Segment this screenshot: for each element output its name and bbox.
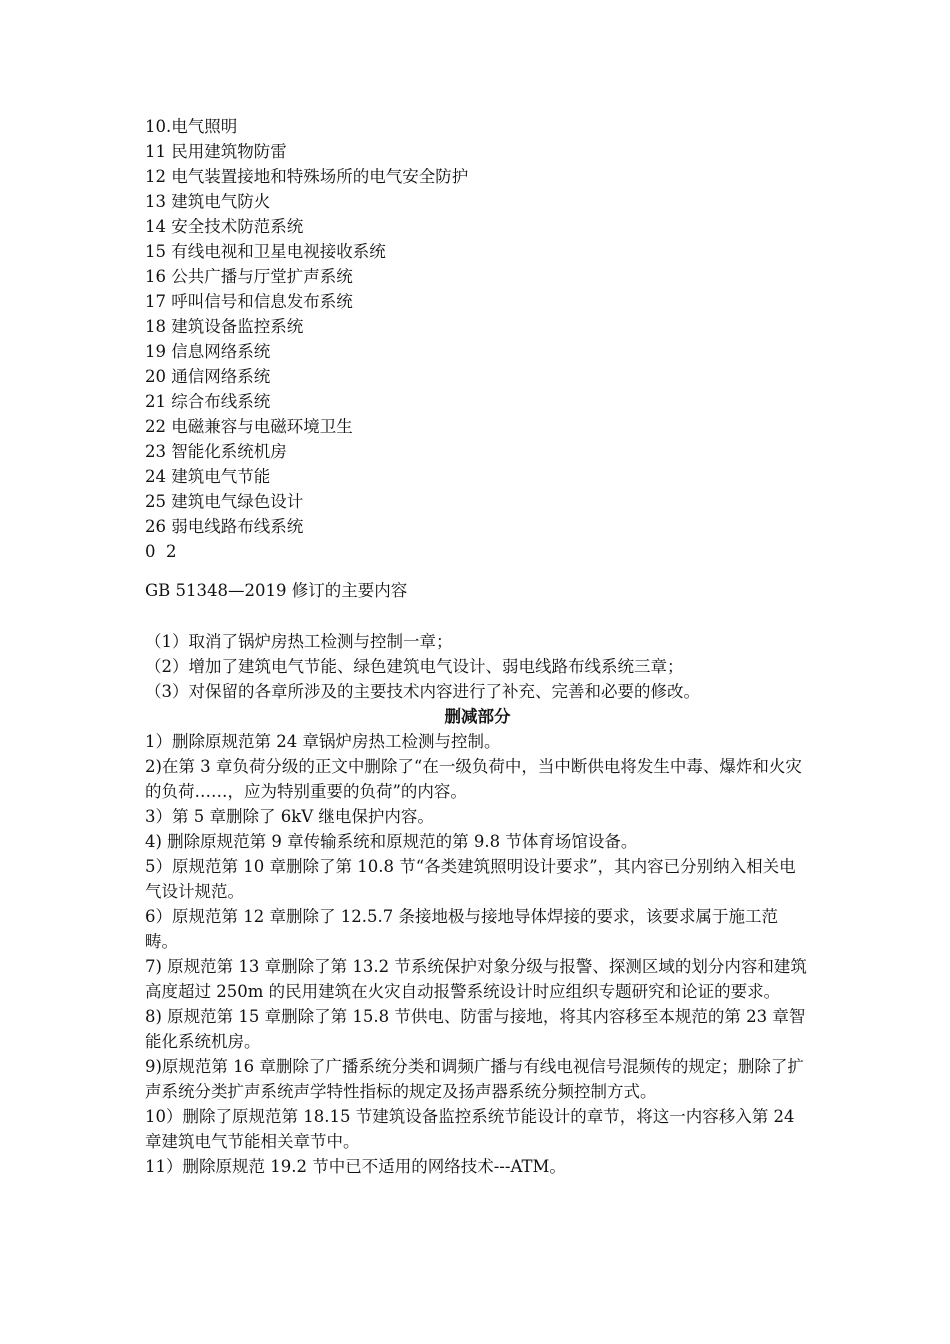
revision-item: （2）增加了建筑电气节能、绿色建筑电气设计、弱电线路布线系统三章；: [145, 657, 684, 676]
toc-item: 20 通信网络系统: [145, 367, 271, 386]
deletion-item: 6）原规范第 12 章删除了 12.5.7 条接地极与接地导体焊接的要求，该要求属于施工范畴。: [145, 907, 778, 951]
deletion-list: [145, 729, 810, 1179]
toc-item: 17 呼叫信号和信息发布系统: [145, 292, 353, 311]
toc-item: 19 信息网络系统: [145, 342, 271, 361]
toc-item: 22 电磁兼容与电磁环境卫生: [145, 417, 353, 436]
toc-item: 23 智能化系统机房: [145, 442, 287, 461]
revision-item: （1）取消了锅炉房热工检测与控制一章；: [145, 632, 453, 651]
revision-item: （3）对保留的各章所涉及的主要技术内容进行了补充、完善和必要的修改。: [145, 682, 700, 701]
toc-item: 25 建筑电气绿色设计: [145, 492, 304, 511]
deletion-item: 4) 删除原规范第 9 章传输系统和原规范的第 9.8 节体育场馆设备。: [145, 832, 638, 851]
toc-item: 26 弱电线路布线系统: [145, 517, 304, 536]
toc-item: 18 建筑设备监控系统: [145, 317, 304, 336]
deletion-item: 2)在第 3 章负荷分级的正文中删除了“在一级负荷中，当中断供电将发生中毒、爆炸和火灾的负荷……，应为特别重要的负荷”的内容。: [145, 757, 802, 801]
toc-item: 16 公共广播与厅堂扩声系统: [145, 267, 353, 286]
revision-title: GB 51348—2019 修订的主要内容: [145, 581, 408, 600]
deletion-item: 8) 原规范第 15 章删除了第 15.8 节供电、防雷与接地，将其内容移至本规范的第 23 章智能化系统机房。: [145, 1007, 806, 1051]
toc-item: 12 电气装置接地和特殊场所的电气安全防护: [145, 167, 469, 186]
spacer: [145, 603, 810, 629]
toc-item: 13 建筑电气防火: [145, 192, 271, 211]
document-page: [145, 114, 810, 1179]
toc-item: 11 民用建筑物防雷: [145, 142, 287, 161]
deletion-item: 1）删除原规范第 24 章锅炉房热工检测与控制。: [145, 732, 501, 751]
toc-item: 24 建筑电气节能: [145, 467, 271, 486]
toc-item: 10.电气照明: [145, 117, 238, 136]
deletion-heading: 删减部分: [444, 707, 511, 726]
deletion-item: 5）原规范第 10 章删除了第 10.8 节“各类建筑照明设计要求”，其内容已分别纳入相关电气设计规范。: [145, 857, 796, 901]
deletion-item: 9)原规范第 16 章删除了广播系统分类和调频广播与有线电视信号混频传的规定；删除了扩声系统分类扩声系统声学特性指标的规定及扬声器系统分频控制方式。: [145, 1057, 804, 1101]
toc-item: 15 有线电视和卫星电视接收系统: [145, 242, 386, 261]
deletion-item: 10）删除了原规范第 18.15 节建筑设备监控系统节能设计的章节，将这一内容移入第 24 章建筑电气节能相关章节中。: [145, 1107, 795, 1151]
revision-list: [145, 629, 810, 704]
toc-item: 14 安全技术防范系统: [145, 217, 304, 236]
toc-item: 0 2: [145, 542, 177, 561]
deletion-item: 3）第 5 章删除了 6kV 继电保护内容。: [145, 807, 434, 826]
toc-item: 21 综合布线系统: [145, 392, 271, 411]
deletion-item: 11）删除原规范 19.2 节中已不适用的网络技术---ATM。: [145, 1157, 566, 1176]
toc-list: [145, 114, 810, 564]
deletion-item: 7) 原规范第 13 章删除了第 13.2 节系统保护对象分级与报警、探测区域的划分内容和建筑高度超过 250m 的民用建筑在火灾自动报警系统设计时应组织专题研究和论证的要求。: [145, 957, 807, 1001]
spacer: [145, 564, 810, 578]
